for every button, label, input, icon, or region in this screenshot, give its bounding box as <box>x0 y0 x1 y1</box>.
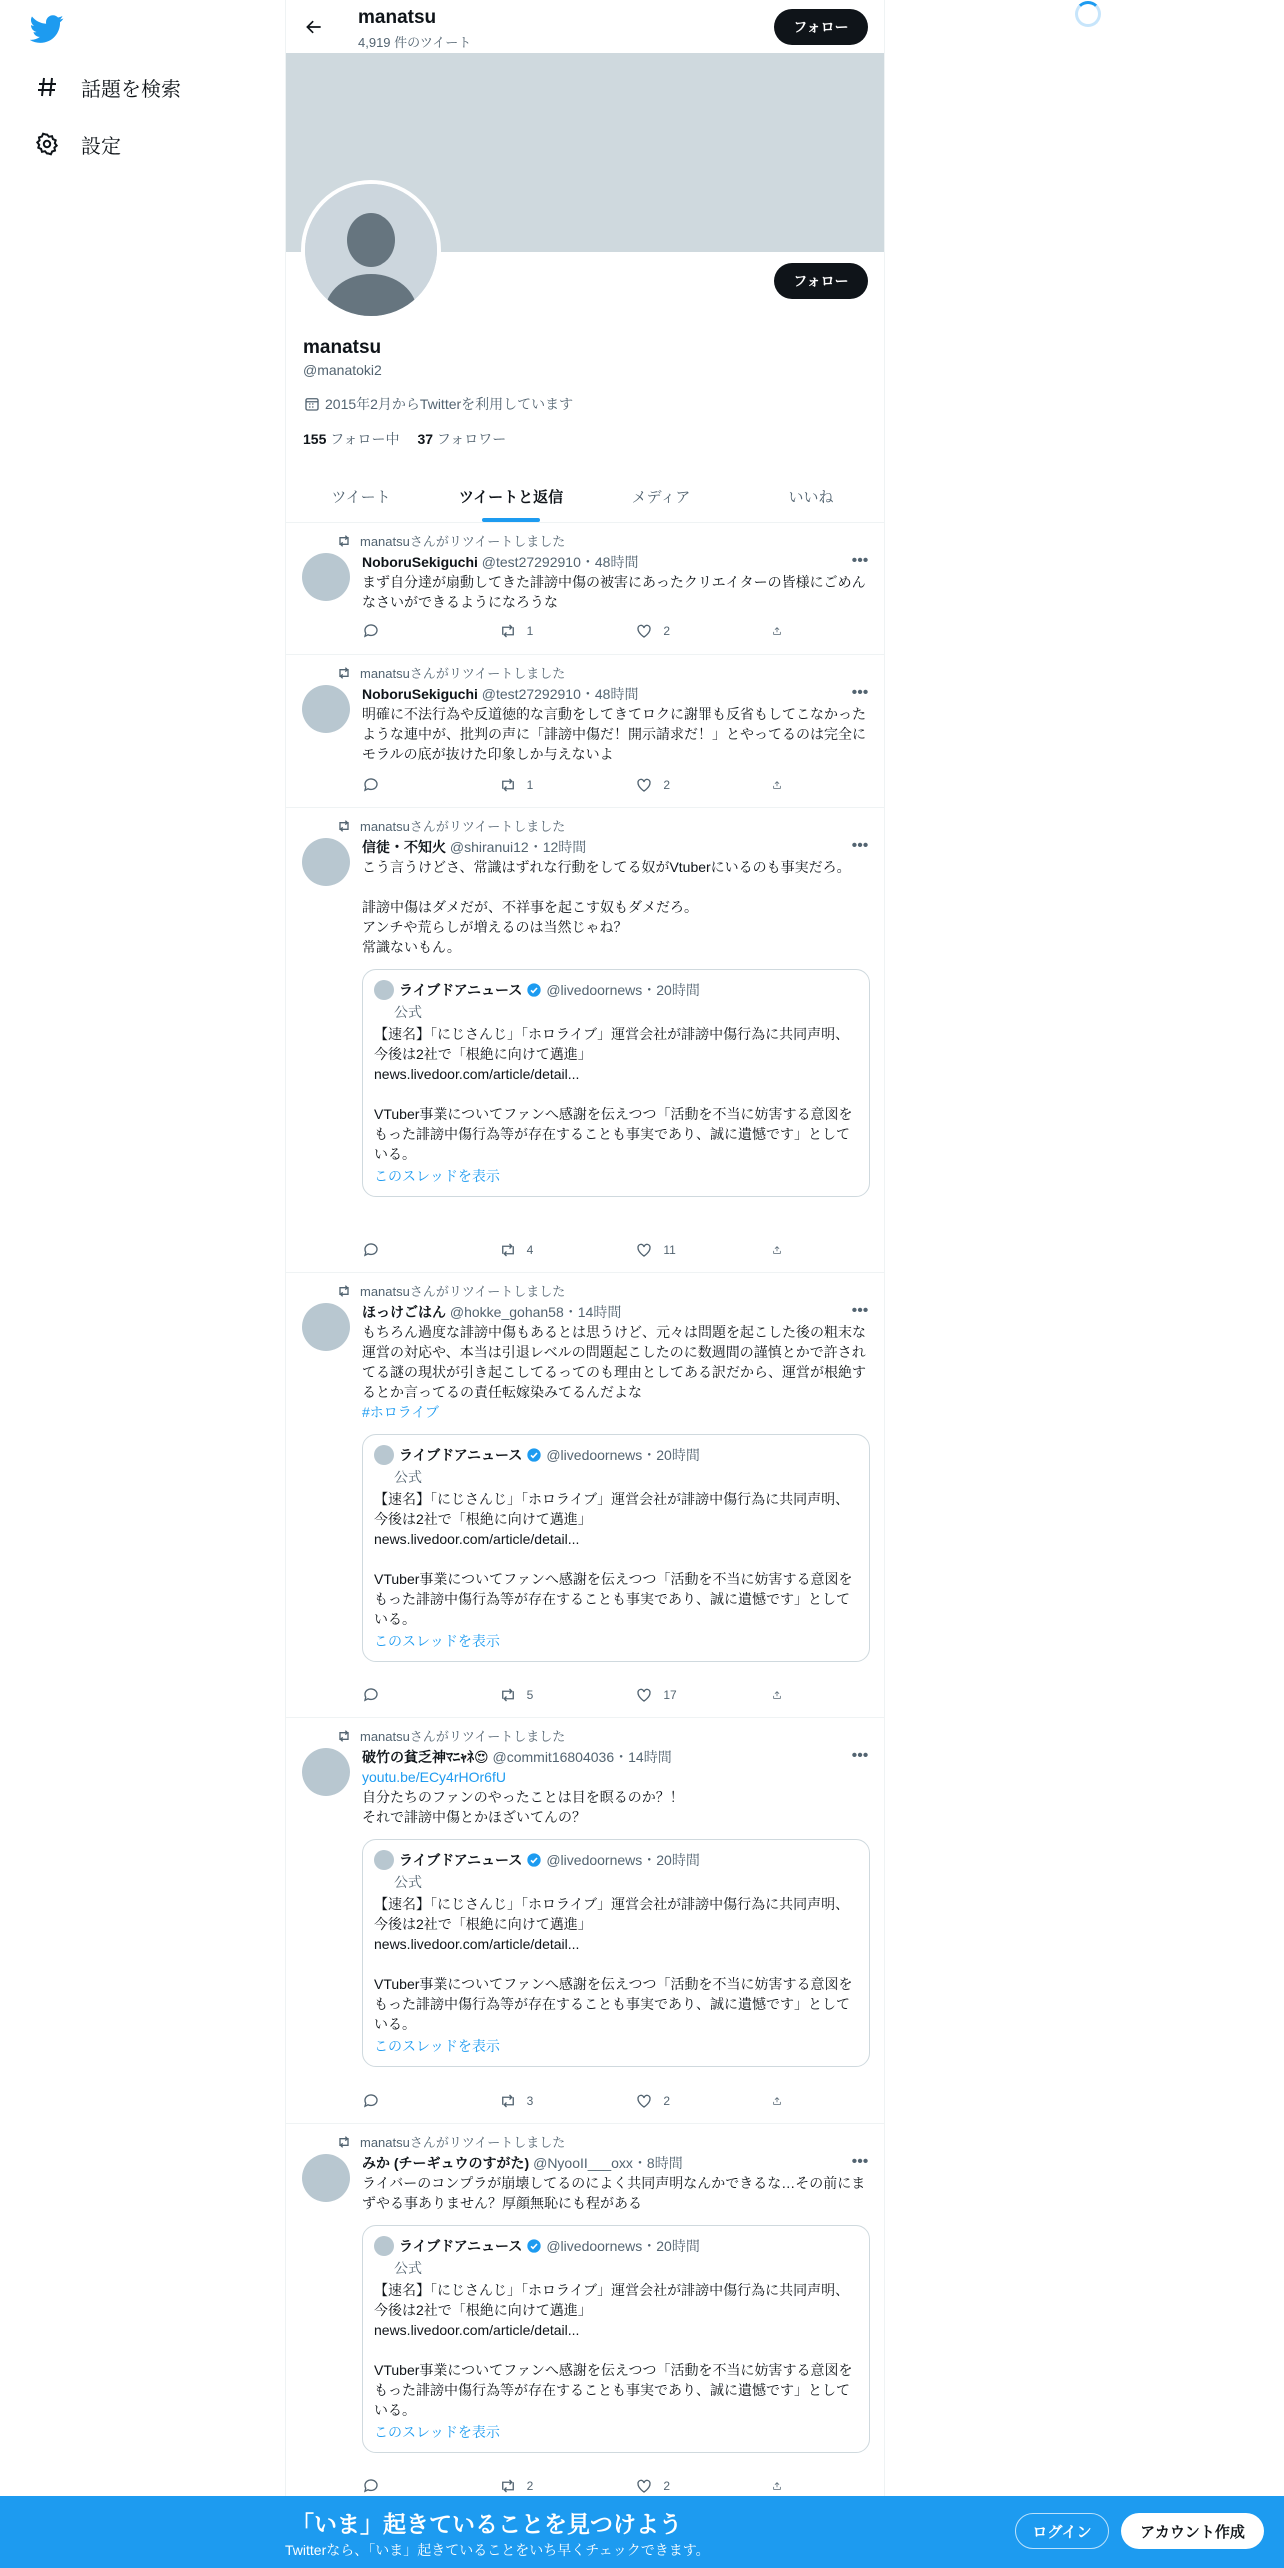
reply-button[interactable] <box>362 621 462 641</box>
verified-badge-icon <box>526 982 542 998</box>
tweet-body <box>362 2173 870 2453</box>
following-label: フォロー中 <box>330 431 400 447</box>
more-options-icon[interactable]: ••• <box>851 1747 869 1764</box>
tweet-time[interactable]: ・14時間 <box>563 1304 622 1320</box>
author-handle[interactable]: @shiranui12 <box>449 839 529 855</box>
retweet-small-icon <box>336 2134 352 2150</box>
reply-icon <box>362 1686 380 1704</box>
tweet-body <box>362 857 870 1197</box>
heart-icon <box>635 1686 653 1704</box>
share-icon <box>772 2092 782 2110</box>
share-button[interactable] <box>772 1685 792 1705</box>
more-options-icon[interactable]: ••• <box>851 684 869 701</box>
profile-header-bar <box>286 0 885 53</box>
tweet[interactable] <box>286 523 885 655</box>
quoted-tweet-header <box>374 2236 858 2256</box>
followers-label: フォロワー <box>436 431 507 447</box>
retweet-count: 1 <box>526 624 534 638</box>
retweet-icon <box>499 622 517 640</box>
retweeted-by-text: manatsuさんがリツイートしました <box>360 1729 566 1744</box>
heart-icon <box>635 2477 653 2495</box>
retweet-indicator <box>336 1726 565 1745</box>
share-button[interactable] <box>772 2476 792 2496</box>
more-options-icon[interactable]: ••• <box>851 552 869 569</box>
tweet-time[interactable]: ・48時間 <box>580 554 639 570</box>
tweet-actions <box>362 775 792 795</box>
retweet-small-icon <box>336 533 352 549</box>
retweet-indicator <box>336 1281 565 1300</box>
reply-button[interactable] <box>362 2091 462 2111</box>
reply-button[interactable] <box>362 1685 462 1705</box>
retweet-count: 5 <box>526 1688 534 1702</box>
share-icon <box>772 1686 782 1704</box>
author-name[interactable]: NoboruSekiguchi <box>362 686 478 702</box>
tweet-text: 明確に不法行為や反道徳的な言動をしてきてロクに謝罪も反省もしてこなかったような連中が、批判の声に「誹謗中傷だ！開示請求だ！」とやってるのは完全にモラルの底が抜けた印象しか与えないよ <box>362 706 866 762</box>
verified-badge-icon <box>526 1447 542 1463</box>
like-button[interactable] <box>635 2091 735 2111</box>
retweet-indicator <box>336 663 565 682</box>
followers-count: 37 <box>417 431 434 447</box>
signup-prompt-title: 「いま」起きていることを見つけよう <box>291 2511 682 2537</box>
share-icon <box>772 622 782 640</box>
reply-button[interactable] <box>362 2476 462 2496</box>
tweet-time[interactable]: ・8時間 <box>632 2155 683 2171</box>
reply-button[interactable] <box>362 775 462 795</box>
quoted-tweet[interactable] <box>362 1434 870 1662</box>
tweet-text: こう言うけどさ、常識はずれな行動をしてる奴がVtuberにいるのも事実だろ。 誹謗中傷はダメだが、不祥事を起こす奴もダメだろ。 アンチや荒らしが増えるのは当然じゃね？ 常識ないもん。 <box>362 859 851 955</box>
sidebar-item-label: 話題を検索 <box>81 78 181 101</box>
avatar[interactable] <box>302 1748 350 1796</box>
retweet-small-icon <box>336 818 352 834</box>
quoted-tweet[interactable] <box>362 1839 870 2067</box>
avatar[interactable] <box>302 2154 350 2202</box>
like-button[interactable] <box>635 1240 735 1260</box>
tab-likes[interactable]: いいね <box>788 488 834 506</box>
followers-link[interactable] <box>417 431 506 447</box>
quoted-tweet-text: 【速名】「にじさんじ」「ホロライブ」運営会社が誹謗中傷行為に共同声明、今後は2社で「根絶に向けて邁進」 news.livedoor.com/article/detail... VTuber事業についてファンへ感謝を伝えつつ「活動を不当に妨害する意図をもった誹謗中傷行為等が存在することも事実であり、誠に遺憾です」としている。 <box>374 1026 853 1162</box>
tweet-text: まず自分達が扇動してきた誹謗中傷の被害にあったクリエイターの皆様にごめんなさいができるようになろうな <box>362 574 866 610</box>
reply-button[interactable] <box>362 1240 462 1260</box>
more-options-icon[interactable]: ••• <box>851 2153 869 2170</box>
profile-avatar[interactable] <box>301 180 441 320</box>
retweet-count: 2 <box>526 2479 534 2493</box>
retweet-button[interactable] <box>499 775 599 795</box>
quoted-tweet-time: ・20時間 <box>642 2238 700 2254</box>
sidebar-item-label: 設定 <box>81 135 121 158</box>
profile-tabs <box>286 470 885 523</box>
retweet-small-icon <box>336 1728 352 1744</box>
share-icon <box>772 1241 782 1259</box>
avatar <box>374 2236 394 2256</box>
reply-icon <box>362 1241 380 1259</box>
tweet-url-link[interactable]: youtu.be/ECy4rHOr6fU <box>362 1769 506 1785</box>
avatar <box>374 1445 394 1465</box>
tweet-time[interactable]: ・12時間 <box>528 839 587 855</box>
sidebar-item-explore[interactable] <box>33 67 181 107</box>
header-tweet-count: 4,919 件のツイート <box>358 35 472 50</box>
verified-badge-icon <box>526 1852 542 1868</box>
login-button[interactable]: ログイン <box>1015 2513 1109 2549</box>
share-button[interactable] <box>772 775 792 795</box>
like-button[interactable] <box>635 1685 735 1705</box>
gear-icon <box>33 130 61 158</box>
retweeted-by-text: manatsuさんがリツイートしました <box>360 1284 566 1299</box>
tweet-actions <box>362 2091 792 2111</box>
author-handle[interactable]: @NyooII___oxx <box>533 2155 633 2171</box>
hash-icon <box>33 73 61 101</box>
retweet-small-icon <box>336 665 352 681</box>
profile-follow-stats <box>303 429 506 449</box>
retweeted-by-text: manatsuさんがリツイートしました <box>360 819 566 834</box>
like-button[interactable] <box>635 621 735 641</box>
tweet-header <box>362 552 638 572</box>
author-handle[interactable]: @hokke_gohan58 <box>449 1304 564 1320</box>
share-icon <box>772 2477 782 2495</box>
official-label: 公式 <box>394 1469 422 1485</box>
tweet[interactable] <box>286 1718 885 2124</box>
retweeted-by-text: manatsuさんがリツイートしました <box>360 534 566 549</box>
tweet-time[interactable]: ・14時間 <box>614 1749 672 1765</box>
tweet-text: 自分たちのファンのやったことは目を瞑るのか？！ それで誹謗中傷とかほざいてんの？ <box>362 1789 684 1825</box>
tweet-body <box>362 704 870 764</box>
share-button[interactable] <box>772 1240 792 1260</box>
tweet[interactable] <box>286 1273 885 1718</box>
like-count: 11 <box>663 1243 676 1257</box>
share-icon <box>772 776 782 794</box>
tweet-header <box>362 1747 672 1767</box>
quoted-author-name: ライブドアニュース <box>399 982 523 998</box>
profile-name: manatsu <box>303 337 382 358</box>
tweet-header <box>362 2153 683 2173</box>
joined-text: 2015年2月からTwitterを利用しています <box>325 396 574 412</box>
signup-prompt-subtitle: Twitterなら、「いま」起きていることをいち早くチェックできます。 <box>285 2542 710 2558</box>
tweet-body <box>362 1767 870 2067</box>
reply-icon <box>362 2092 380 2110</box>
reply-icon <box>362 2477 380 2495</box>
quoted-tweet-time: ・20時間 <box>642 1852 700 1868</box>
share-button[interactable] <box>772 621 792 641</box>
retweet-button[interactable] <box>499 2091 599 2111</box>
like-count: 2 <box>663 2094 670 2108</box>
like-count: 2 <box>663 778 670 792</box>
quoted-author-handle: @livedoornews <box>546 1447 643 1463</box>
following-link[interactable] <box>303 431 400 447</box>
quoted-tweet-text: 【速名】「にじさんじ」「ホロライブ」運営会社が誹謗中傷行為に共同声明、今後は2社で「根絶に向けて邁進」 news.livedoor.com/article/detail... VTuber事業についてファンへ感謝を伝えつつ「活動を不当に妨害する意図をもった誹謗中傷行為等が存在することも事実であり、誠に遺憾です」としている。 <box>374 1491 853 1627</box>
reply-icon <box>362 776 380 794</box>
quoted-author-handle: @livedoornews <box>546 1852 643 1868</box>
back-arrow-icon[interactable] <box>300 13 328 41</box>
like-count: 17 <box>663 1688 677 1702</box>
tweet[interactable] <box>286 2124 885 2514</box>
tweet-header <box>362 837 586 857</box>
quoted-tweet-time: ・20時間 <box>642 982 700 998</box>
retweet-button[interactable] <box>499 1685 599 1705</box>
retweet-icon <box>499 1686 517 1704</box>
avatar[interactable] <box>302 553 350 601</box>
header-follow-button[interactable]: フォロー <box>774 9 868 45</box>
avatar <box>374 1850 394 1870</box>
tweet[interactable] <box>286 655 885 808</box>
signup-prompt-bar <box>0 2496 1284 2568</box>
quoted-tweet-time: ・20時間 <box>642 1447 700 1463</box>
share-button[interactable] <box>772 2091 792 2111</box>
quoted-author-name: ライブドアニュース <box>399 1447 523 1463</box>
profile-joined-date <box>303 394 573 414</box>
profile-column <box>285 0 885 2568</box>
like-count: 2 <box>663 624 670 638</box>
signup-button[interactable]: アカウント作成 <box>1121 2513 1264 2549</box>
like-button[interactable] <box>635 775 735 795</box>
show-thread-link[interactable]: このスレッドを表示 <box>374 1633 500 1649</box>
retweet-button[interactable] <box>499 2476 599 2496</box>
retweet-indicator <box>336 2132 565 2151</box>
tab-tweets-and-replies[interactable]: ツイートと返信 <box>436 470 586 522</box>
more-options-icon[interactable]: ••• <box>851 1302 869 1319</box>
show-thread-link[interactable]: このスレッドを表示 <box>374 2424 500 2440</box>
author-handle[interactable]: @test27292910 <box>481 686 581 702</box>
author-handle[interactable]: @commit16804036 <box>492 1749 615 1765</box>
reply-icon <box>362 622 380 640</box>
retweet-indicator <box>336 816 565 835</box>
retweet-count: 3 <box>526 2094 534 2108</box>
retweet-indicator <box>336 531 565 550</box>
retweet-icon <box>499 2092 517 2110</box>
author-name[interactable]: 信徒・不知火 <box>362 839 446 855</box>
author-name[interactable]: ほっけごはん <box>362 1304 446 1320</box>
quoted-author-name: ライブドアニュース <box>399 1852 523 1868</box>
quoted-author-handle: @livedoornews <box>546 982 643 998</box>
hashtag-link[interactable]: #ホロライブ <box>362 1404 439 1420</box>
author-name[interactable]: みか (チーギュウのすがた) <box>362 2155 530 2171</box>
official-label: 公式 <box>394 1874 422 1890</box>
profile-handle: @manatoki2 <box>303 362 382 378</box>
quoted-tweet-header <box>374 980 858 1000</box>
official-label: 公式 <box>394 2260 422 2276</box>
quoted-tweet-header <box>374 1445 858 1465</box>
header-title: manatsu <box>358 7 437 28</box>
retweet-small-icon <box>336 1283 352 1299</box>
tweet-actions <box>362 1685 792 1705</box>
avatar <box>374 980 394 1000</box>
tweet-text: ライバーのコンプラが崩壊してるのによく共同声明なんかできるな…その前にまずやる事ありません？厚顔無恥にも程がある <box>362 2175 866 2211</box>
tweet-actions <box>362 2476 792 2496</box>
tab-media[interactable]: メディア <box>631 488 691 506</box>
loading-spinner-icon <box>1075 1 1101 27</box>
tab-tweets[interactable]: ツイート <box>331 488 391 506</box>
heart-icon <box>635 776 653 794</box>
more-options-icon[interactable]: ••• <box>851 837 869 854</box>
quoted-tweet[interactable] <box>362 2225 870 2453</box>
quoted-tweet-text: 【速名】「にじさんじ」「ホロライブ」運営会社が誹謗中傷行為に共同声明、今後は2社で「根絶に向けて邁進」 news.livedoor.com/article/detail... VTuber事業についてファンへ感謝を伝えつつ「活動を不当に妨害する意図をもった誹謗中傷行為等が存在することも事実であり、誠に遺憾です」としている。 <box>374 2282 853 2418</box>
like-count: 2 <box>663 2479 670 2493</box>
following-count: 155 <box>303 431 327 447</box>
tweet-actions <box>362 621 792 641</box>
heart-icon <box>635 622 653 640</box>
left-sidebar <box>0 0 285 2568</box>
retweet-icon <box>499 1241 517 1259</box>
tweet-header <box>362 684 638 704</box>
retweet-button[interactable] <box>499 1240 599 1260</box>
tweet-text: もちろん過度な誹謗中傷もあるとは思うけど、元々は問題を起こした後の粗末な運営の対応や、本当は引退レベルの問題起こしたのに数週間の謹慎とかで許されてる謎の現状が引き起こしてるってのも理由としてある訳だから、運営が根絶するとか言ってるの責任転嫁染みてるんだよな <box>362 1324 866 1400</box>
calendar-icon <box>303 395 321 413</box>
retweeted-by-text: manatsuさんがリツイートしました <box>360 666 566 681</box>
quoted-author-name: ライブドアニュース <box>399 2238 523 2254</box>
twitter-logo-icon[interactable] <box>30 12 66 48</box>
like-button[interactable] <box>635 2476 735 2496</box>
retweet-count: 4 <box>526 1243 534 1257</box>
retweet-icon <box>499 776 517 794</box>
retweet-icon <box>499 2477 517 2495</box>
avatar[interactable] <box>302 685 350 733</box>
tweet-time[interactable]: ・48時間 <box>580 686 639 702</box>
sidebar-item-settings[interactable] <box>33 124 121 164</box>
official-label: 公式 <box>394 1004 422 1020</box>
author-name[interactable]: 破竹の貧乏神ﾏﾆｬﾈ😍 <box>362 1749 489 1765</box>
quoted-tweet[interactable] <box>362 969 870 1197</box>
show-thread-link[interactable]: このスレッドを表示 <box>374 2038 500 2054</box>
retweet-count: 1 <box>526 778 534 792</box>
tweet[interactable] <box>286 808 885 1273</box>
avatar[interactable] <box>302 1303 350 1351</box>
author-handle[interactable]: @test27292910 <box>481 554 581 570</box>
avatar[interactable] <box>302 838 350 886</box>
quoted-author-handle: @livedoornews <box>546 2238 643 2254</box>
quoted-tweet-header <box>374 1850 858 1870</box>
heart-icon <box>635 2092 653 2110</box>
tweet-header <box>362 1302 621 1322</box>
author-name[interactable]: NoboruSekiguchi <box>362 554 478 570</box>
show-thread-link[interactable]: このスレッドを表示 <box>374 1168 500 1184</box>
profile-follow-button[interactable]: フォロー <box>774 263 868 299</box>
verified-badge-icon <box>526 2238 542 2254</box>
tweet-actions <box>362 1240 792 1260</box>
tweet-body <box>362 572 870 612</box>
quoted-tweet-text: 【速名】「にじさんじ」「ホロライブ」運営会社が誹謗中傷行為に共同声明、今後は2社で「根絶に向けて邁進」 news.livedoor.com/article/detail... VTuber事業についてファンへ感謝を伝えつつ「活動を不当に妨害する意図をもった誹謗中傷行為等が存在することも事実であり、誠に遺憾です」としている。 <box>374 1896 853 2032</box>
retweet-button[interactable] <box>499 621 599 641</box>
heart-icon <box>635 1241 653 1259</box>
tweet-body <box>362 1322 870 1662</box>
default-avatar-icon <box>305 184 437 316</box>
retweeted-by-text: manatsuさんがリツイートしました <box>360 2135 566 2150</box>
